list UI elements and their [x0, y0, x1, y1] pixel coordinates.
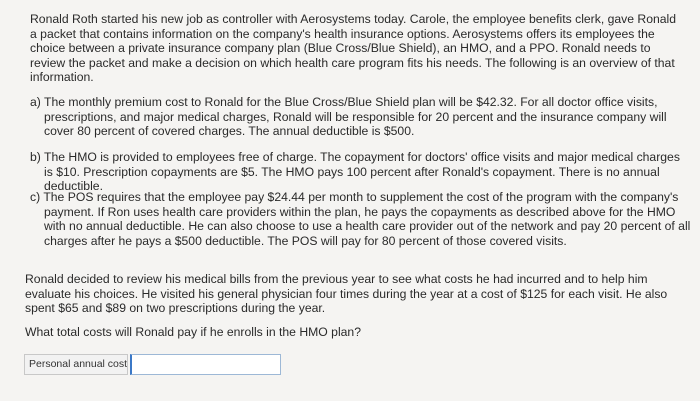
- personal-annual-cost-label: Personal annual cost: [24, 354, 128, 375]
- personal-annual-cost-input[interactable]: [130, 354, 281, 375]
- option-c-paragraph: c) The POS requires that the employee pay $24.44 per month to supplement the cost of the program with the company's payment. If Ron uses health care providers within the plan, he pays the copayments as described above for the HMO with no annual deductible. He can also choose to use a health care provider out of the network and pay 20 percent of all charges after he pays a $500 deductible. The POS will pay for 80 percent of those covered visits.: [30, 190, 691, 248]
- option-a-paragraph: a) The monthly premium cost to Ronald for the Blue Cross/Blue Shield plan will be $42.32. For all doctor office visits, prescriptions, and major medical charges, Ronald will be responsible for 20 percent and the insurance company will cover 80 percent of covered charges. The annual deductible is $500.: [30, 95, 667, 139]
- situation-paragraph: Ronald decided to review his medical bills from the previous year to see what costs he had incurred and to help him evaluate his choices. He visited his general physician four times during the year at a cost of $125 for each visit. He also spent $65 and $89 on two prescriptions during the year.: [25, 272, 668, 316]
- intro-paragraph: Ronald Roth started his new job as controller with Aerosystems today. Carole, the employee benefits clerk, gave Ronald a packet that contains information on the company's health insurance options. Aerosystems offers its employees the choice between a private insurance company plan (Blue Cross/Blue Shield), an HMO, and a PPO. Ronald needs to review the packet and make a decision on which health care program fits his needs. The following is an overview of that information.: [30, 12, 677, 85]
- answer-row: [24, 354, 190, 375]
- option-b-paragraph: b) The HMO is provided to employees free of charge. The copayment for doctors' office visits and major medical charges is $10. Prescription copayments are $5. The HMO pays 100 percent after Ronald's copayment. There is no annual deductible.: [30, 150, 680, 194]
- question-text: What total costs will Ronald pay if he enrolls in the HMO plan?: [25, 325, 361, 339]
